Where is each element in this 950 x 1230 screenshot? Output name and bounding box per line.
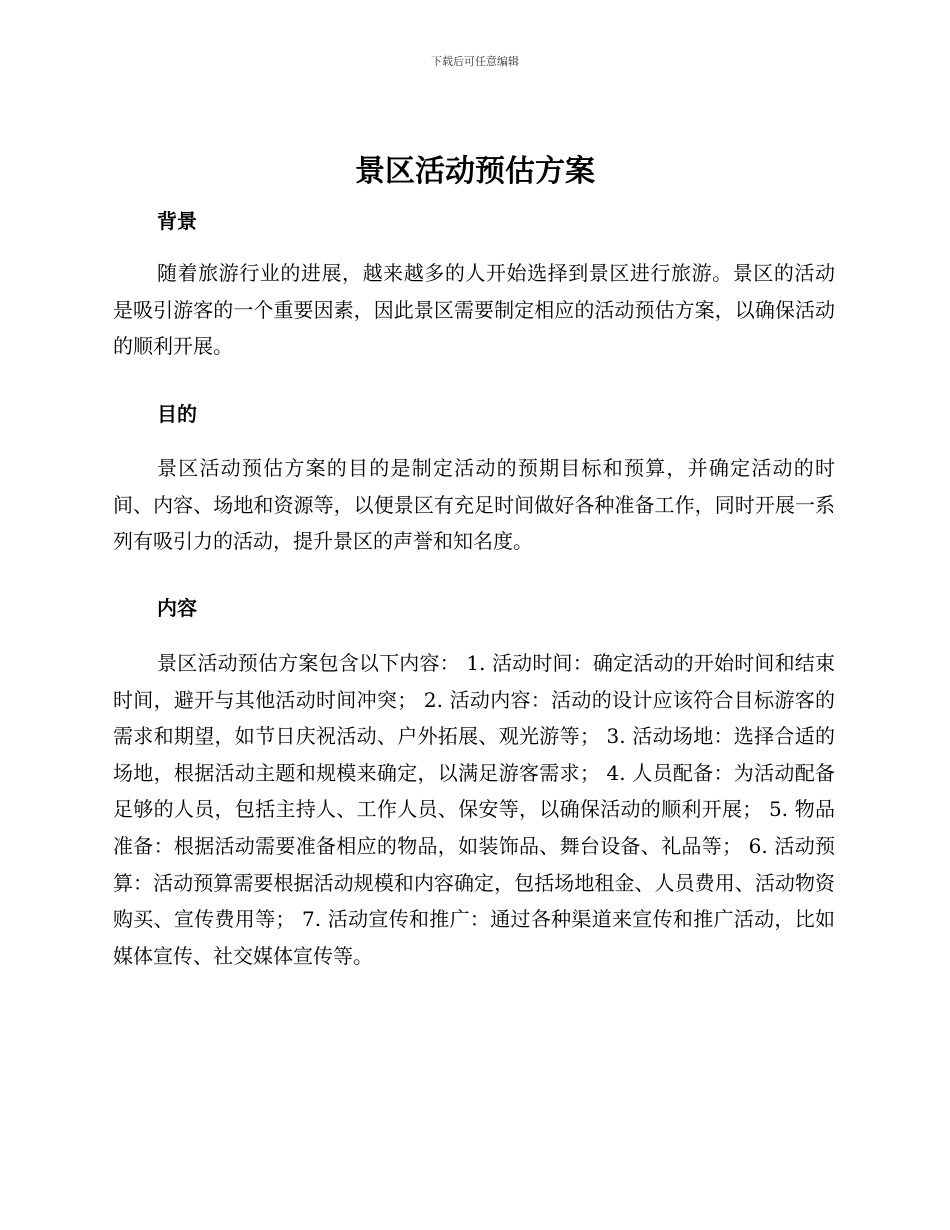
section-body-content: 景区活动预估方案包含以下内容： 1. 活动时间：确定活动的开始时间和结束时间，避开与其他活动时间冲突； 2. 活动内容：活动的设计应该符合目标游客的需求和期望，如节日庆祝活动、户外拓展、观光游等； 3. 活动场地：选择合适的场地，根据活动主题和规模来确定，以满足游客需求； 4. 人员配备：为活动配备足够的人员，包括主持人、工作人员、保安等，以确保活动的顺利开展； 5. 物品准备：根据活动需要准备相应的物品，如装饰品、舞台设备、礼品等； 6. 活动预算：活动预算需要根据活动规模和内容确定，包括场地租金、人员费用、活动物资购买、宣传费用等； 7. 活动宣传和推广：通过各种渠道来宣传和推广活动，比如媒体宣传、社交媒体宣传等。 bbox=[113, 651, 835, 968]
section-heading-content: 内容 bbox=[157, 596, 197, 620]
document-title: 景区活动预估方案 bbox=[355, 154, 595, 189]
section-heading-background: 背景 bbox=[157, 209, 197, 233]
section-body-background: 随着旅游行业的进展，越来越多的人开始选择到景区进行旅游。景区的活动是吸引游客的一个重要因素，因此景区需要制定相应的活动预估方案，以确保活动的顺利开展。 bbox=[113, 261, 835, 359]
section-heading-purpose: 目的 bbox=[157, 402, 197, 426]
section-body-purpose: 景区活动预估方案的目的是制定活动的预期目标和预算，并确定活动的时间、内容、场地和资源等，以便景区有充足时间做好各种准备工作，同时开展一系列有吸引力的活动，提升景区的声誉和知名度。 bbox=[113, 456, 835, 554]
header-note: 下载后可任意编辑 bbox=[431, 55, 519, 68]
